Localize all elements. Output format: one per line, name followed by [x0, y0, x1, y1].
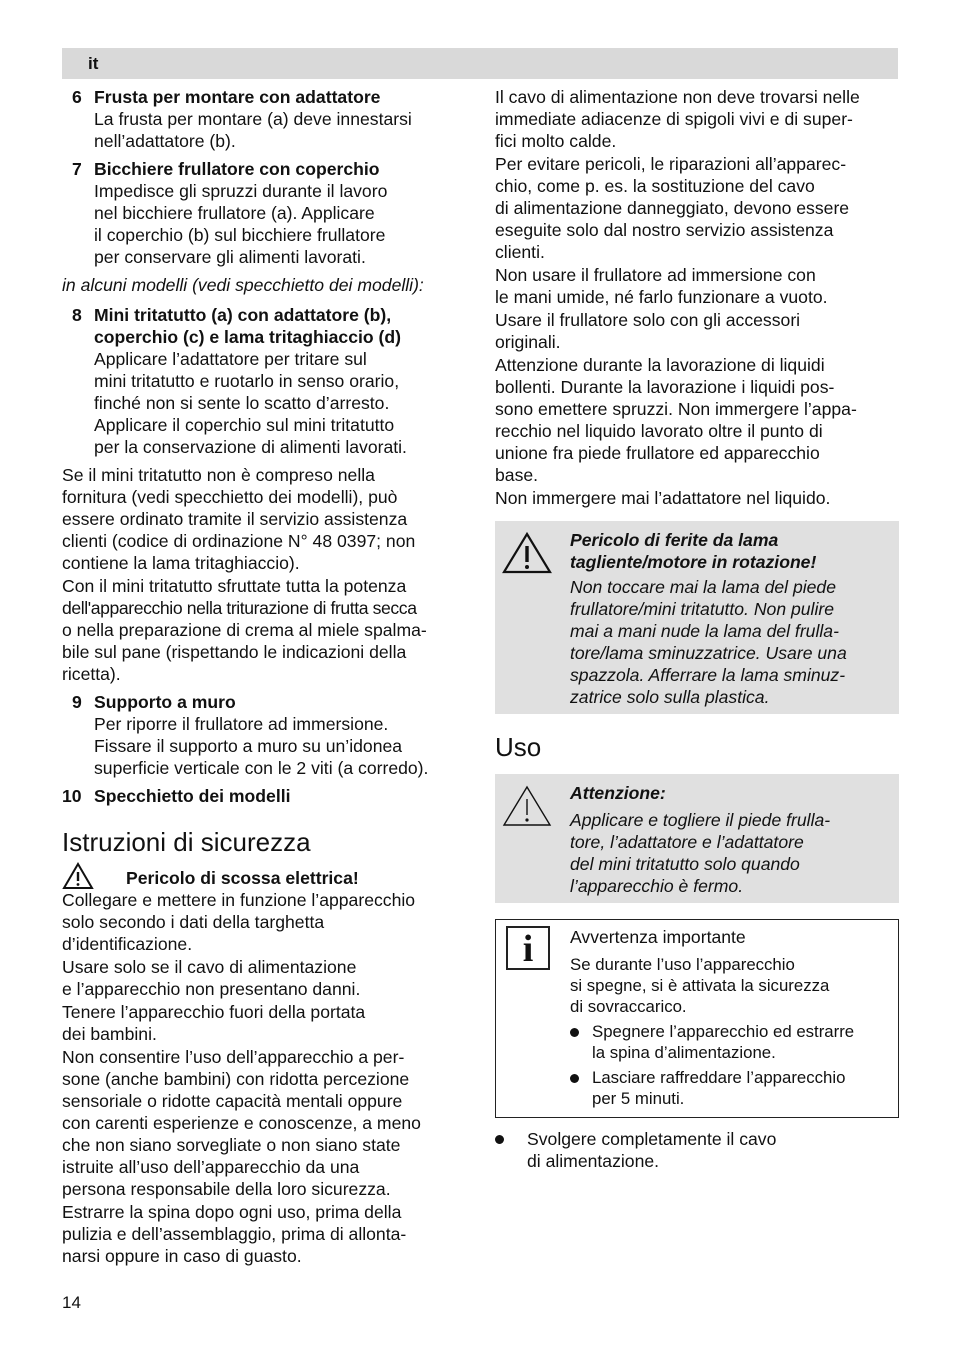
models-note: in alcuni modelli (vedi specchietto dei modelli):: [62, 275, 424, 295]
item-text-line: Impedisce gli spruzzi durante il lavoro: [94, 181, 388, 201]
safety-paragraph: [495, 354, 899, 486]
bullet-icon: [570, 1074, 579, 1083]
text-line: di sovraccarico.: [570, 997, 687, 1016]
box-title-line: tagliente/motore in rotazione!: [570, 552, 817, 572]
info-icon: i: [506, 926, 550, 970]
text-line: Il cavo di alimentazione non deve trovarsi nelle: [495, 87, 860, 107]
safety-paragraph: [495, 153, 899, 263]
box-text-line: l’apparecchio è fermo.: [570, 876, 744, 896]
important-note-box: [495, 919, 899, 1118]
safety-paragraph: [62, 1046, 466, 1200]
text-line: si spegne, si è attivata la sicurezza: [570, 976, 830, 995]
text-line: Estrarre la spina dopo ogni uso, prima della: [62, 1202, 402, 1222]
text-line: chio, come p. es. la sostituzione del cavo: [495, 176, 815, 196]
text-line: Lasciare raffreddare l’apparecchio: [592, 1068, 846, 1087]
text-line: Spegnere l’apparecchio ed estrarre: [592, 1022, 855, 1041]
text-line: contiene la lama tritaghiaccio).: [62, 553, 300, 573]
item-title: Frusta per montare con adattatore: [94, 87, 381, 107]
item-number: 6: [72, 87, 82, 107]
text-line: ricetta).: [62, 664, 121, 684]
warning-triangle-icon: [501, 531, 553, 575]
item-text-line: nell’adattatore (b).: [94, 131, 236, 151]
text-line: Svolgere completamente il cavo: [527, 1129, 777, 1149]
text-line: Con il mini tritatutto sfruttate tutta la potenza: [62, 576, 407, 596]
language-bar: [62, 48, 898, 79]
item-number: 7: [72, 159, 82, 179]
language-code: it: [88, 54, 99, 73]
item-title-line: Mini tritatutto (a) con adattatore (b),: [94, 305, 392, 325]
text-line: di alimentazione.: [527, 1151, 660, 1171]
text-line: d’identificazione.: [62, 934, 193, 954]
text-line: fici molto calde.: [495, 131, 617, 151]
box-text-line: zatrice solo sulla plastica.: [570, 687, 770, 707]
box-text-line: Applicare e togliere il piede frulla-: [570, 810, 831, 830]
text-line: e l’apparecchio non presentano danni.: [62, 979, 361, 999]
box-text-line: tore/lama sminuzzatrice. Usare una: [570, 643, 847, 663]
item-text-line: per conservare gli alimenti lavorati.: [94, 247, 366, 267]
list-item: [570, 1067, 886, 1109]
item-9: [62, 691, 466, 779]
bullet-icon: [495, 1135, 504, 1144]
text-line: eseguite solo dal nostro servizio assistenza: [495, 220, 834, 240]
box-text-line: tore, l’adattatore e l’adattatore: [570, 832, 804, 852]
text-line: immediate adiacenze di spigoli vivi e di super-: [495, 109, 853, 129]
left-column: [62, 86, 466, 1268]
text-line: recchio nel liquido lavorato oltre il punto di: [495, 421, 823, 441]
text-line: per 5 minuti.: [592, 1089, 685, 1108]
safety-paragraph: [495, 264, 899, 308]
item-title: Supporto a muro: [94, 692, 236, 712]
text-line: Se durante l’uso l’apparecchio: [570, 955, 795, 974]
safety-paragraph: [62, 1201, 466, 1267]
blade-danger-box: [495, 521, 899, 714]
safety-paragraph: [62, 889, 466, 955]
text-line: essere ordinato tramite il servizio assistenza: [62, 509, 408, 529]
text-line: Non immergere mai l’adattatore nel liquido.: [495, 488, 831, 508]
safety-paragraph: [495, 309, 899, 353]
paragraph-mini-chopper-usage: [62, 575, 466, 685]
item-7: [62, 158, 466, 268]
text-line: che non siano sorvegliate o non siano state: [62, 1135, 401, 1155]
box-text-line: spazzola. Afferrare la lama sminuz-: [570, 665, 846, 685]
note-text: [570, 954, 886, 1017]
text-line: persona responsabile della loro sicurezza.: [62, 1179, 391, 1199]
text-line: narsi oppure in caso di guasto.: [62, 1246, 302, 1266]
item-text-line: Applicare l’adattatore per tritare sul: [94, 349, 367, 369]
text-line: le mani umide, né farlo funzionare a vuoto.: [495, 287, 828, 307]
item-text-line: finché non si sente lo scatto d’arresto.: [94, 393, 390, 413]
text-line: Se il mini tritatutto non è compreso nella: [62, 465, 375, 485]
attention-box: [495, 774, 899, 903]
box-text-line: del mini tritatutto solo quando: [570, 854, 800, 874]
safety-paragraph: [62, 1001, 466, 1045]
page-number: 14: [62, 1293, 81, 1312]
list-item: [570, 1021, 886, 1063]
item-title-line: coperchio (c) e lama tritaghiaccio (d): [94, 327, 401, 347]
item-title: Bicchiere frullatore con coperchio: [94, 159, 380, 179]
box-title: Avvertenza importante: [570, 927, 746, 947]
text-line: Collegare e mettere in funzione l’apparecchio: [62, 890, 416, 910]
item-number: 8: [72, 305, 82, 325]
safety-heading: Istruzioni di sicurezza: [62, 827, 311, 857]
right-column: [495, 86, 899, 1172]
box-text-line: mai a mani nude la lama del frulla-: [570, 621, 839, 641]
text-line: Non consentire l’uso dell’apparecchio a per-: [62, 1047, 405, 1067]
text-line: Non usare il frullatore ad immersione con: [495, 265, 816, 285]
box-text-line: frullatore/mini tritatutto. Non pulire: [570, 599, 835, 619]
item-title: Specchietto dei modelli: [94, 786, 291, 806]
text-line: Attenzione durante la lavorazione di liquidi: [495, 355, 825, 375]
box-title: Attenzione:: [570, 783, 666, 803]
item-text-line: mini tritatutto e ruotarlo in senso orario,: [94, 371, 400, 391]
item-text-line: Applicare il coperchio sul mini tritatutto: [94, 415, 395, 435]
item-number: 9: [72, 692, 82, 712]
text-line: base.: [495, 465, 539, 485]
text-line: unione fra piede frullatore ed apparecchio: [495, 443, 820, 463]
bullet-icon: [570, 1028, 579, 1037]
text-line: solo secondo i dati della targhetta: [62, 912, 325, 932]
text-line: con carenti esperienze e conoscenze, a meno: [62, 1113, 421, 1133]
text-line: dell'apparecchio nella triturazione di frutta secca: [62, 598, 417, 618]
warning-text: Pericolo di scossa elettrica!: [126, 868, 359, 888]
uso-heading: Uso: [495, 732, 542, 762]
box-text-line: Non toccare mai la lama del piede: [570, 577, 837, 597]
item-text-line: La frusta per montare (a) deve innestarsi: [94, 109, 412, 129]
text-line: sensoriale o ridotte capacità mentali oppure: [62, 1091, 403, 1111]
item-text-line: superficie verticale con le 2 viti (a corredo).: [94, 758, 429, 778]
text-line: bollenti. Durante la lavorazione i liquidi pos-: [495, 377, 835, 397]
warning-triangle-icon: [62, 862, 94, 890]
text-line: clienti.: [495, 242, 545, 262]
text-line: Per evitare pericoli, le riparazioni all’apparec-: [495, 154, 847, 174]
item-text-line: Per riporre il frullatore ad immersione.: [94, 714, 389, 734]
item-6: [62, 86, 466, 152]
text-line: sone (anche bambini) con ridotta percezione: [62, 1069, 410, 1089]
item-text-line: per la conservazione di alimenti lavorati.: [94, 437, 407, 457]
item-text-line: Fissare il supporto a muro su un’idonea: [94, 736, 403, 756]
text-line: dei bambini.: [62, 1024, 157, 1044]
item-text-line: nel bicchiere frullatore (a). Applicare: [94, 203, 375, 223]
text-line: Usare il frullatore solo con gli accessori: [495, 310, 801, 330]
text-line: o nella preparazione di crema al miele spalma-: [62, 620, 427, 640]
item-text-line: il coperchio (b) sul bicchiere frullatore: [94, 225, 386, 245]
paragraph-mini-chopper-order: [62, 464, 466, 574]
safety-paragraph: [495, 487, 899, 509]
item-10: [62, 785, 466, 807]
list-item: [495, 1128, 899, 1172]
text-line: pulizia e dell’assemblaggio, prima di allonta-: [62, 1224, 407, 1244]
text-line: istruite all’uso dell’apparecchio da una: [62, 1157, 360, 1177]
text-line: sono emettere spruzzi. Non immergere l’appa-: [495, 399, 857, 419]
item-8: [62, 304, 466, 458]
item-number: 10: [62, 786, 82, 806]
text-line: Tenere l’apparecchio fuori della portata: [62, 1002, 366, 1022]
text-line: Usare solo se il cavo di alimentazione: [62, 957, 357, 977]
safety-paragraph: [62, 956, 466, 1000]
text-line: clienti (codice di ordinazione N° 48 0397; non: [62, 531, 416, 551]
text-line: originali.: [495, 332, 561, 352]
text-line: bile sul pane (rispettando le indicazioni della: [62, 642, 407, 662]
electric-shock-warning: [62, 867, 466, 889]
text-line: di alimentazione danneggiato, devono essere: [495, 198, 850, 218]
safety-paragraph: [495, 86, 899, 152]
text-line: fornitura (vedi specchietto dei modelli), può: [62, 487, 398, 507]
caution-triangle-icon: [501, 784, 553, 828]
box-title-line: Pericolo di ferite da lama: [570, 530, 779, 550]
text-line: la spina d’alimentazione.: [592, 1043, 776, 1062]
